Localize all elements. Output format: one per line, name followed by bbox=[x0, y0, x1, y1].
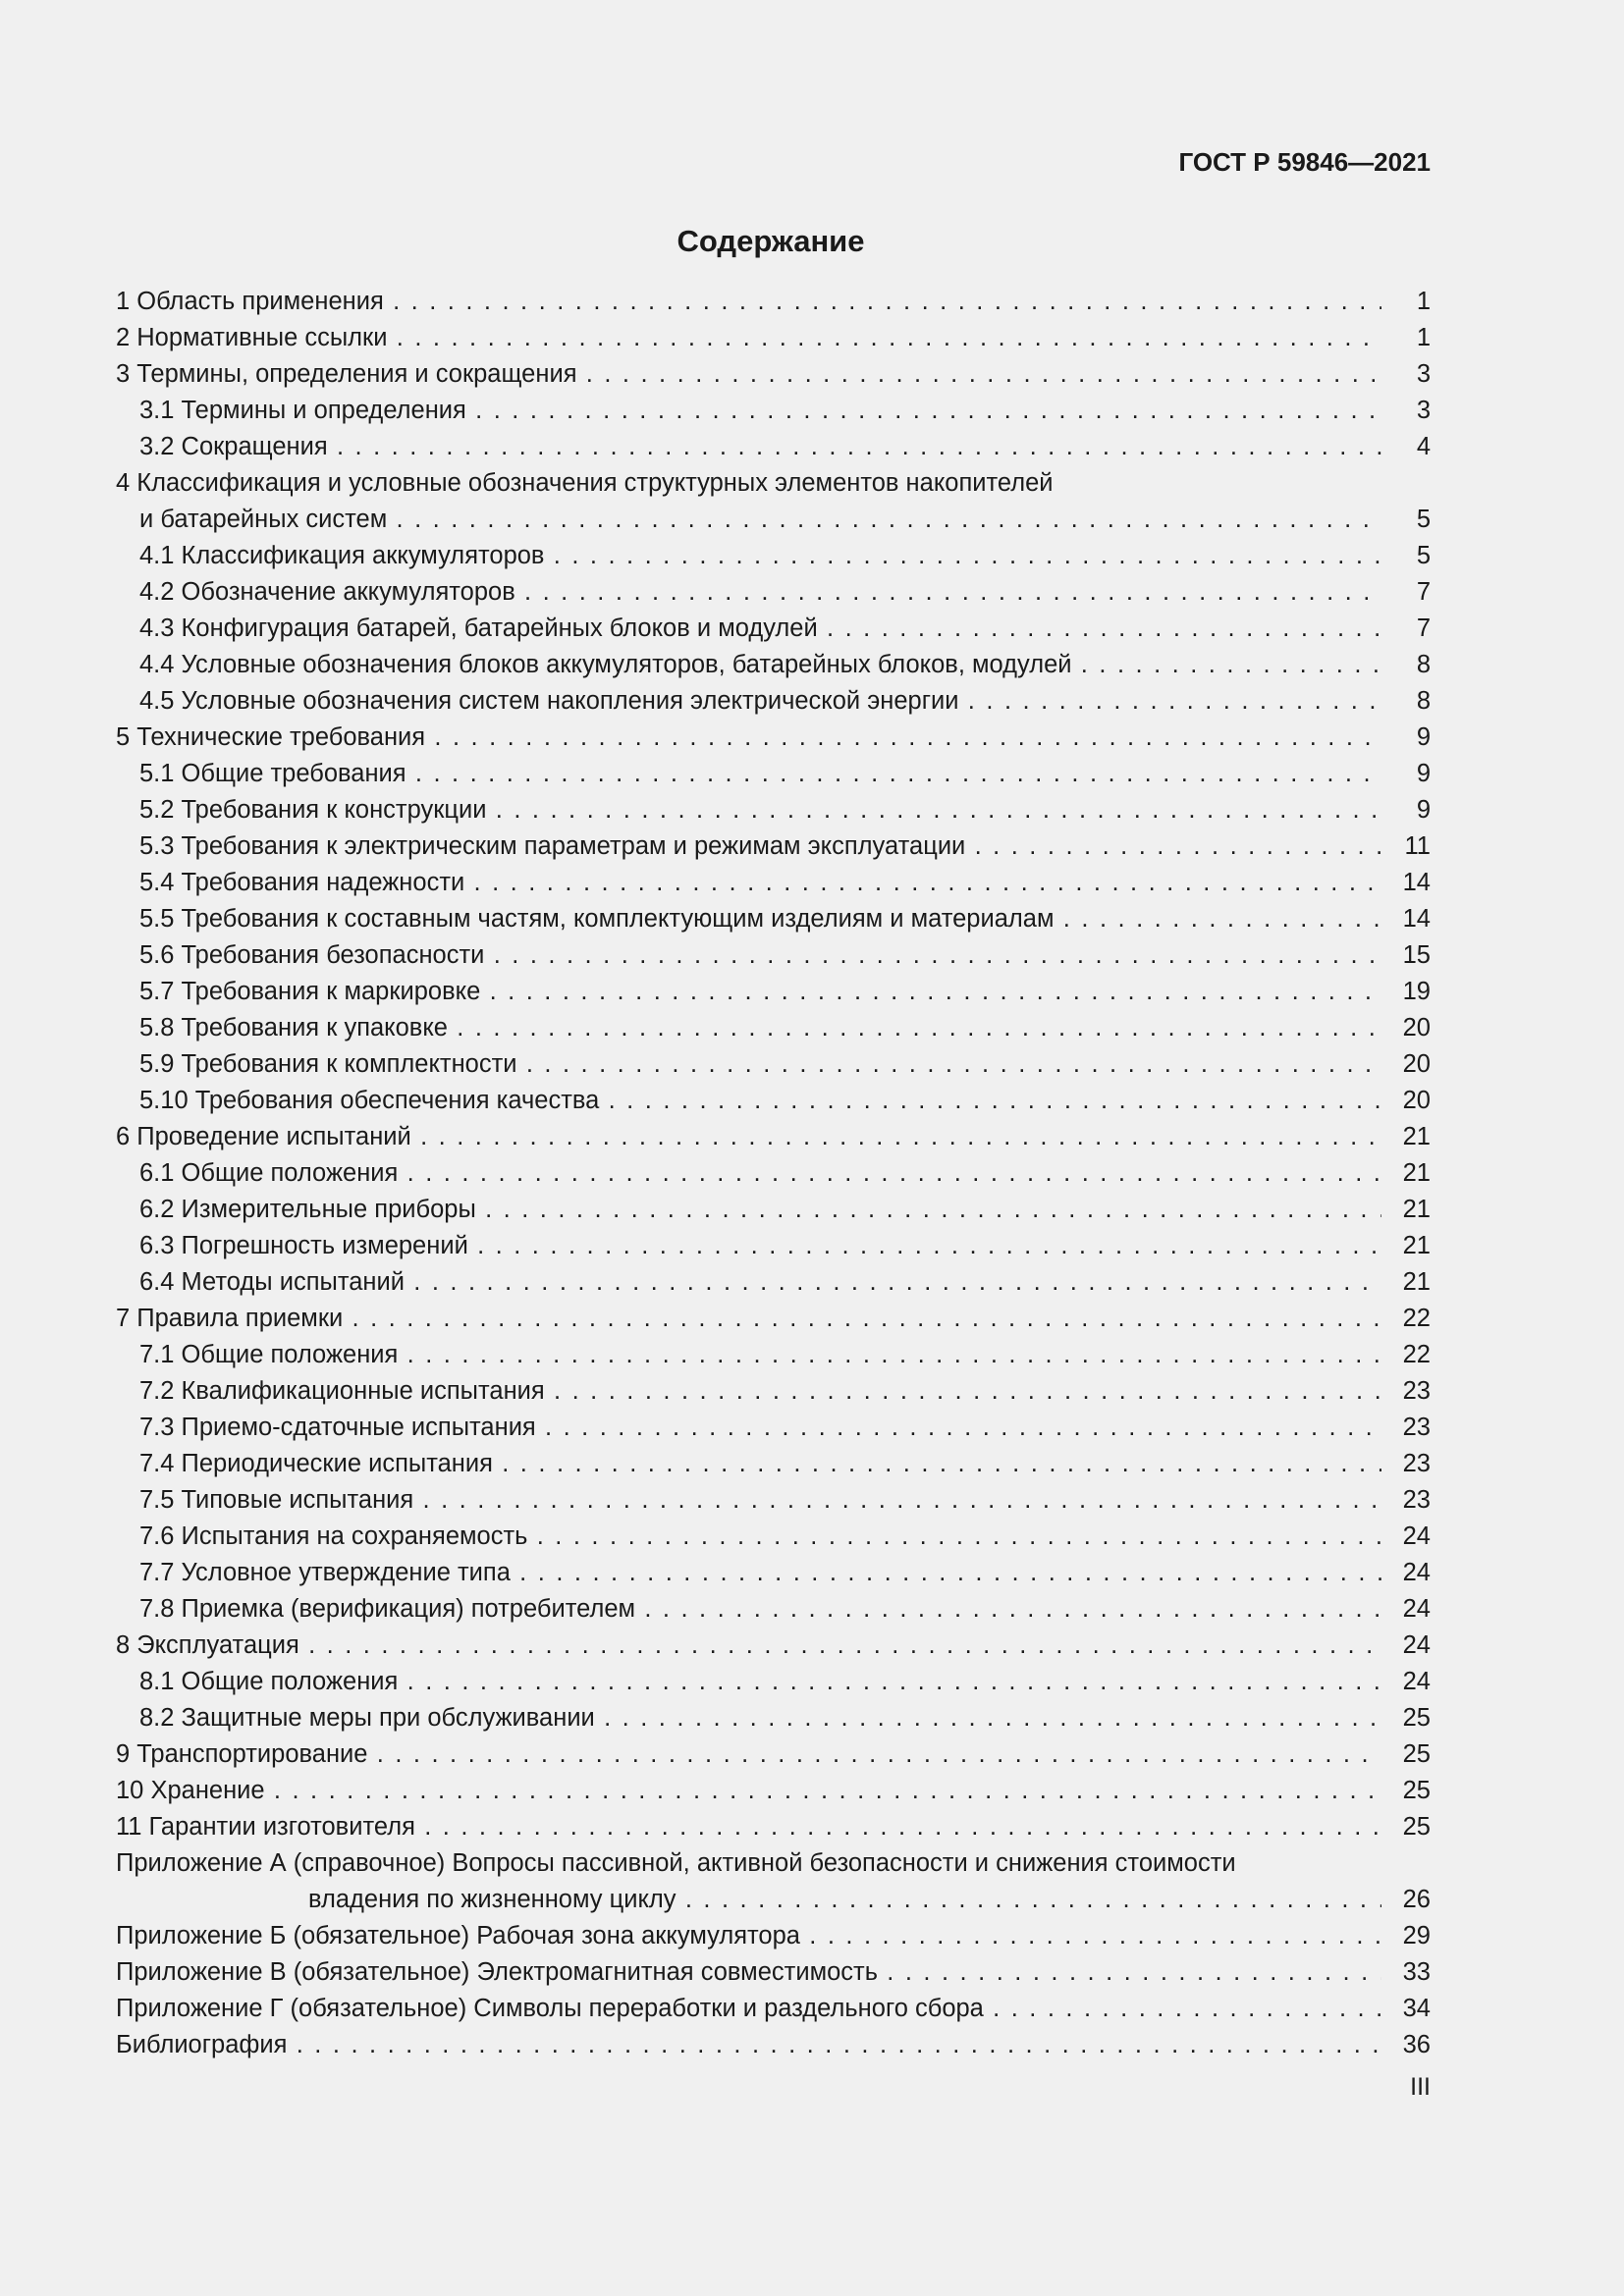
toc-entry bbox=[116, 1119, 1431, 1155]
toc-entry bbox=[116, 647, 1431, 683]
toc-entry-title: 5.1 Общие требования bbox=[139, 760, 406, 787]
toc-entry-title: Приложение А (справочное) Вопросы пассивной, активной безопасности и снижения стоимости bbox=[116, 1849, 1236, 1877]
toc-entry-title: Библиография bbox=[116, 2031, 288, 2058]
toc-entry-page-number: 24 bbox=[1381, 1519, 1431, 1555]
toc-entry-page-number: 24 bbox=[1381, 1628, 1431, 1664]
toc-entry-title: 5.6 Требования безопасности bbox=[139, 941, 485, 969]
toc-entry-page-number: 24 bbox=[1381, 1555, 1431, 1591]
toc-entry-title: 5.7 Требования к маркировке bbox=[139, 978, 481, 1005]
toc-entry-page-number: 7 bbox=[1381, 611, 1431, 647]
toc-entry bbox=[116, 1591, 1431, 1628]
toc-entry-title: 5.5 Требования к составным частям, комплектующим изделиям и материалам bbox=[139, 905, 1055, 933]
toc-entry-page-number: 9 bbox=[1381, 756, 1431, 792]
toc-entry-page-number: 33 bbox=[1381, 1954, 1431, 1991]
toc-entry-page-number: 9 bbox=[1381, 720, 1431, 756]
toc-entry bbox=[116, 284, 1431, 320]
toc-entry bbox=[116, 1155, 1431, 1192]
toc-entry-page-number: 25 bbox=[1381, 1809, 1431, 1845]
toc-entry-title-continuation: и батарейных систем bbox=[139, 506, 388, 533]
toc-entry-title: Приложение Б (обязательное) Рабочая зона аккумулятора bbox=[116, 1922, 800, 1949]
toc-entry-title: 5.3 Требования к электрическим параметрам и режимам эксплуатации bbox=[139, 832, 966, 860]
toc-entry bbox=[116, 1519, 1431, 1555]
toc-entry-title: 6.1 Общие положения bbox=[139, 1159, 399, 1187]
toc-entry-page-number: 23 bbox=[1381, 1446, 1431, 1482]
toc-entry-title: 3.1 Термины и определения bbox=[139, 397, 466, 424]
toc-entry-title: 3 Термины, определения и сокращения bbox=[116, 360, 577, 388]
toc-entry-page-number: 26 bbox=[1381, 1882, 1431, 1918]
toc-entry-title: 5.8 Требования к упаковке bbox=[139, 1014, 448, 1041]
toc-entry bbox=[116, 1664, 1431, 1700]
toc-entry-title: 7.2 Квалификационные испытания bbox=[139, 1377, 545, 1405]
toc-entry bbox=[116, 828, 1431, 865]
toc-entry-page-number: 25 bbox=[1381, 1773, 1431, 1809]
toc-entry-page-number: 21 bbox=[1381, 1264, 1431, 1301]
toc-entry-title: 7.4 Периодические испытания bbox=[139, 1450, 493, 1477]
toc-entry-page-number: 9 bbox=[1381, 792, 1431, 828]
toc-entry-page-number: 3 bbox=[1381, 356, 1431, 393]
toc-entry-title: Приложение Г (обязательное) Символы переработки и раздельного сбора bbox=[116, 1995, 984, 2022]
toc-entry-page-number: 23 bbox=[1381, 1410, 1431, 1446]
toc-entry-title: 5.4 Требования надежности bbox=[139, 869, 465, 896]
toc-entry-title: 5.9 Требования к комплектности bbox=[139, 1050, 517, 1078]
toc-entry bbox=[116, 320, 1431, 356]
toc-entry bbox=[116, 1083, 1431, 1119]
toc-entry-page-number: 8 bbox=[1381, 683, 1431, 720]
toc-entry bbox=[116, 756, 1431, 792]
toc-entry bbox=[116, 1373, 1431, 1410]
toc-entry-title: 6.2 Измерительные приборы bbox=[139, 1196, 476, 1223]
toc-entry bbox=[116, 1264, 1431, 1301]
document-code: ГОСТ Р 59846—2021 bbox=[1178, 147, 1431, 177]
toc-entry bbox=[116, 538, 1431, 574]
toc-entry-page-number: 21 bbox=[1381, 1119, 1431, 1155]
toc-entry-title: 4.5 Условные обозначения систем накопления электрической энергии bbox=[139, 687, 959, 715]
toc-entry-page-number: 11 bbox=[1381, 828, 1431, 865]
toc-entry bbox=[116, 901, 1431, 937]
toc-entry-title: 3.2 Сокращения bbox=[139, 433, 328, 460]
toc-entry-page-number: 14 bbox=[1381, 901, 1431, 937]
toc-entry bbox=[116, 1482, 1431, 1519]
toc-entry-title: 8.2 Защитные меры при обслуживании bbox=[139, 1704, 595, 1732]
toc-entry-page-number: 20 bbox=[1381, 1046, 1431, 1083]
table-of-contents bbox=[116, 284, 1431, 2063]
toc-entry-page-number: 25 bbox=[1381, 1700, 1431, 1736]
toc-entry bbox=[116, 1773, 1431, 1809]
toc-entry-title: 7.3 Приемо-сдаточные испытания bbox=[139, 1414, 536, 1441]
toc-entry-title: 5.10 Требования обеспечения качества bbox=[139, 1087, 600, 1114]
toc-entry bbox=[116, 1954, 1431, 1991]
toc-entry-page-number: 3 bbox=[1381, 393, 1431, 429]
toc-entry bbox=[116, 720, 1431, 756]
toc-entry-page-number: 36 bbox=[1381, 2027, 1431, 2063]
toc-entry-title: 7.7 Условное утверждение типа bbox=[139, 1559, 511, 1586]
toc-entry-page-number: 15 bbox=[1381, 937, 1431, 974]
toc-entry-page-number: 25 bbox=[1381, 1736, 1431, 1773]
toc-entry bbox=[116, 1301, 1431, 1337]
toc-entry-title: 6 Проведение испытаний bbox=[116, 1123, 411, 1150]
toc-entry bbox=[116, 1918, 1431, 1954]
toc-entry-title: 4.3 Конфигурация батарей, батарейных блоков и модулей bbox=[139, 614, 818, 642]
toc-entry-title: 4 Классификация и условные обозначения структурных элементов накопителей bbox=[116, 469, 1054, 497]
toc-entry-title: Приложение В (обязательное) Электромагнитная совместимость bbox=[116, 1958, 878, 1986]
toc-entry-page-number: 19 bbox=[1381, 974, 1431, 1010]
toc-entry-page-number: 34 bbox=[1381, 1991, 1431, 2027]
toc-entry-title: 6.3 Погрешность измерений bbox=[139, 1232, 468, 1259]
toc-entry-title-continuation: владения по жизненному циклу bbox=[308, 1886, 677, 1913]
toc-entry bbox=[116, 574, 1431, 611]
toc-entry-title: 8 Эксплуатация bbox=[116, 1631, 299, 1659]
toc-entry bbox=[116, 1192, 1431, 1228]
toc-entry bbox=[116, 1736, 1431, 1773]
toc-entry bbox=[116, 1046, 1431, 1083]
toc-entry bbox=[116, 1228, 1431, 1264]
toc-entry bbox=[116, 393, 1431, 429]
toc-entry bbox=[116, 1410, 1431, 1446]
toc-entry-page-number: 24 bbox=[1381, 1591, 1431, 1628]
toc-entry bbox=[116, 792, 1431, 828]
toc-entry-page-number: 1 bbox=[1381, 284, 1431, 320]
toc-entry-page-number: 5 bbox=[1381, 502, 1431, 538]
toc-entry bbox=[116, 1010, 1431, 1046]
toc-entry-page-number: 1 bbox=[1381, 320, 1431, 356]
toc-entry-title: 5 Технические требования bbox=[116, 723, 426, 751]
toc-entry bbox=[116, 865, 1431, 901]
toc-entry-title: 1 Область применения bbox=[116, 288, 384, 315]
toc-entry bbox=[116, 1845, 1431, 1918]
toc-entry-page-number: 20 bbox=[1381, 1010, 1431, 1046]
toc-entry bbox=[116, 1555, 1431, 1591]
toc-entry-page-number: 8 bbox=[1381, 647, 1431, 683]
toc-entry-page-number: 7 bbox=[1381, 574, 1431, 611]
page-number: III bbox=[1410, 2073, 1431, 2101]
toc-entry bbox=[116, 683, 1431, 720]
toc-entry-page-number: 23 bbox=[1381, 1373, 1431, 1410]
toc-entry bbox=[116, 1809, 1431, 1845]
toc-entry-title: 11 Гарантии изготовителя bbox=[116, 1813, 415, 1841]
toc-entry-title: 2 Нормативные ссылки bbox=[116, 324, 388, 351]
toc-entry-title: 4.4 Условные обозначения блоков аккумуляторов, батарейных блоков, модулей bbox=[139, 651, 1072, 678]
toc-entry-title: 7 Правила приемки bbox=[116, 1305, 344, 1332]
toc-entry-title: 6.4 Методы испытаний bbox=[139, 1268, 405, 1296]
toc-entry-title: 5.2 Требования к конструкции bbox=[139, 796, 487, 824]
toc-entry bbox=[116, 937, 1431, 974]
toc-entry bbox=[116, 974, 1431, 1010]
toc-entry-page-number: 14 bbox=[1381, 865, 1431, 901]
toc-entry-page-number: 24 bbox=[1381, 1664, 1431, 1700]
toc-entry bbox=[116, 611, 1431, 647]
toc-entry-page-number: 5 bbox=[1381, 538, 1431, 574]
toc-entry bbox=[116, 1700, 1431, 1736]
toc-entry-title: 10 Хранение bbox=[116, 1777, 265, 1804]
toc-entry-page-number: 22 bbox=[1381, 1301, 1431, 1337]
toc-entry-title: 7.8 Приемка (верификация) потребителем bbox=[139, 1595, 636, 1623]
toc-entry-title: 7.1 Общие положения bbox=[139, 1341, 399, 1368]
toc-entry-page-number: 29 bbox=[1381, 1918, 1431, 1954]
toc-entry-page-number: 21 bbox=[1381, 1228, 1431, 1264]
toc-entry-title: 7.6 Испытания на сохраняемость bbox=[139, 1522, 528, 1550]
toc-entry-title: 8.1 Общие положения bbox=[139, 1668, 399, 1695]
toc-entry-title: 4.1 Классификация аккумуляторов bbox=[139, 542, 545, 569]
toc-entry-page-number: 21 bbox=[1381, 1192, 1431, 1228]
toc-entry-page-number: 20 bbox=[1381, 1083, 1431, 1119]
toc-entry bbox=[116, 465, 1431, 538]
toc-entry bbox=[116, 356, 1431, 393]
toc-entry bbox=[116, 2027, 1431, 2063]
toc-entry-page-number: 23 bbox=[1381, 1482, 1431, 1519]
toc-entry-page-number: 21 bbox=[1381, 1155, 1431, 1192]
toc-title: Содержание bbox=[677, 224, 865, 258]
toc-entry bbox=[116, 1991, 1431, 2027]
toc-entry-page-number: 22 bbox=[1381, 1337, 1431, 1373]
toc-entry bbox=[116, 1337, 1431, 1373]
toc-entry bbox=[116, 1628, 1431, 1664]
toc-entry bbox=[116, 1446, 1431, 1482]
toc-entry-title: 7.5 Типовые испытания bbox=[139, 1486, 414, 1514]
toc-entry-page-number: 4 bbox=[1381, 429, 1431, 465]
toc-entry-title: 4.2 Обозначение аккумуляторов bbox=[139, 578, 515, 606]
toc-entry bbox=[116, 429, 1431, 465]
toc-entry-title: 9 Транспортирование bbox=[116, 1740, 368, 1768]
